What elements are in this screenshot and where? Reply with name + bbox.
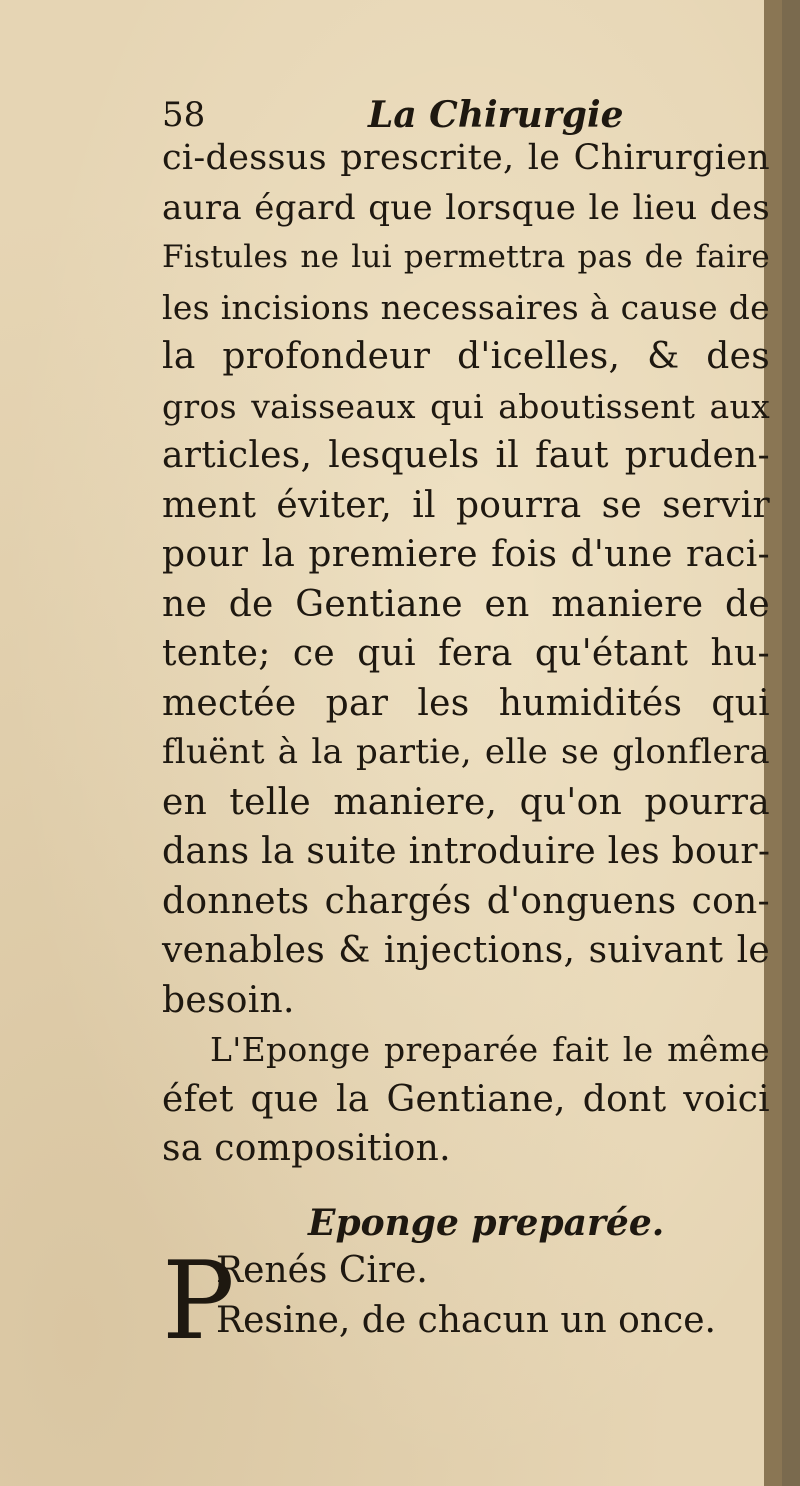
text-line: mectée par les humidités qui bbox=[162, 682, 770, 724]
text-line: ci-dessus prescrite, le Chirurgien bbox=[162, 138, 770, 178]
recipe-line: Renés Cire. bbox=[216, 1250, 428, 1291]
text-line: gros vaisseaux qui aboutissent aux bbox=[162, 386, 770, 426]
recipe-heading: Eponge preparée. bbox=[308, 1202, 665, 1244]
running-title: La Chirurgie bbox=[368, 94, 624, 136]
text-line: aura égard que lorsque le lieu des bbox=[162, 187, 770, 228]
text-line: dans la suite introduire les bour- bbox=[162, 831, 771, 872]
text-line: articles, lesquels il faut pruden- bbox=[162, 435, 770, 476]
text-line: sa composition. bbox=[162, 1128, 451, 1169]
body-text bbox=[162, 134, 770, 1174]
page-header bbox=[162, 90, 722, 140]
recipe-block bbox=[162, 1239, 722, 1366]
text-line: besoin. bbox=[162, 979, 295, 1021]
text-line: la profondeur d'icelles, & des bbox=[162, 336, 770, 377]
text-line: ment éviter, il pourra se servir bbox=[162, 484, 770, 526]
text-line: en telle maniere, qu'on pourra bbox=[162, 781, 770, 823]
text-line: fluënt à la partie, elle se glonflera bbox=[162, 732, 770, 772]
text-line: Fistules ne lui permettra pas de faire bbox=[162, 239, 770, 275]
text-line: tente; ce qui fera qu'étant hu- bbox=[162, 633, 770, 674]
text-line: les incisions necessaires à cause de bbox=[162, 287, 770, 327]
text-line: donnets chargés d'onguens con- bbox=[162, 880, 770, 922]
drop-cap: P bbox=[162, 1239, 235, 1364]
text-line: venables & injections, suivant le bbox=[162, 930, 770, 971]
recipe-line: Resine, de chacun un once. bbox=[216, 1300, 716, 1341]
paragraph-start-line: L'Eponge preparée fait le même bbox=[210, 1030, 770, 1069]
text-line: ne de Gentiane en maniere de bbox=[162, 583, 770, 625]
page-number: 58 bbox=[162, 95, 206, 135]
text-line: pour la premiere fois d'une raci- bbox=[162, 534, 770, 575]
text-line: éfet que la Gentiane, dont voici bbox=[162, 1078, 770, 1120]
